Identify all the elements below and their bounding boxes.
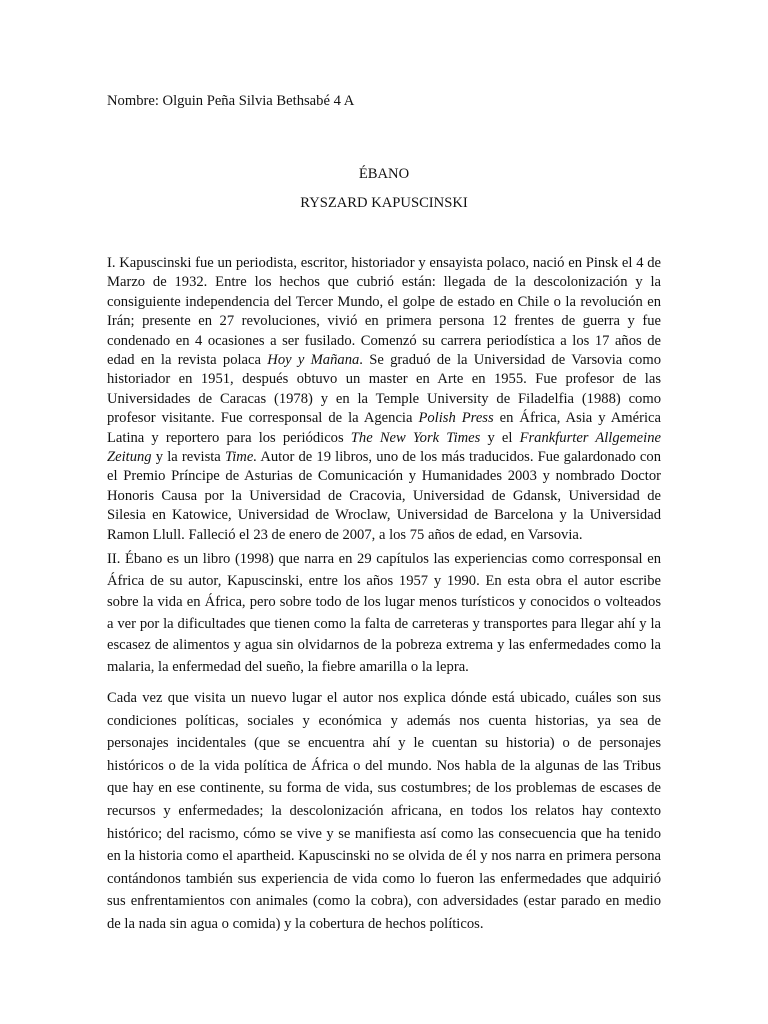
italic-magazine-title: Time. — [224, 449, 257, 466]
paragraph-biography — [107, 254, 661, 545]
paragraph-text-segment: I. Kapuscinski fue un periodista, escritor, historiador y ensayista polaco, nació en Pinsk el 4 de Marzo de 1932. Entre los hechos que cubrió están: llegada de la descolonización y la consiguiente independencia del Tercer Mundo, el golpe de estado en Chile o la revolución en Irán; presente en 27 revoluciones, vivió en primera persona 12 frentes de guerra y fue condenado en 4 ocasiones a ser fusilado. Comenzó su carrera periodística a los 17 años de edad en la revista polaca — [107, 255, 661, 369]
italic-newspaper-name: The New York Times — [350, 429, 481, 446]
paragraph-text-segment: en África, Asia y América Latina y reportero para los periódicos — [107, 410, 661, 446]
paragraph-book-details — [107, 687, 661, 936]
paragraph-text-segment: y la revista — [151, 449, 225, 466]
paragraph-text-segment: . Se graduó de la Universidad de Varsovia como historiador en 1951, después obtuvo un master en Arte en 1955. Fue profesor de las Universidades de Caracas (1978) y en la Temple University de Filadelfia (1988) como profesor visitante. Fue corresponsal de la Agencia — [107, 352, 662, 427]
student-name-line: Nombre: Olguin Peña Silvia Bethsabé 4 A — [107, 93, 355, 109]
document-title: ÉBANO — [358, 166, 410, 182]
italic-agency-name: Polish Press — [418, 410, 494, 427]
paragraph-text-segment: Autor de 19 libros, uno de los más traducidos. Fue galardonado con el Premio Príncipe de Asturias de Comunicación y Humanidades 2003 y nombrado Doctor Honoris Causa por la Universidad de Cracovia, Universidad de Gdansk, Universidad de Silesia en Katowice, Universidad de Wroclaw, Universidad de Barcelona y la Universidad Ramon Llull. Falleció el 23 de enero de 2007, a los 75 años de edad, en Varsovia. — [107, 449, 662, 543]
paragraph-text-segment: Cada vez que visita un nuevo lugar el autor nos explica dónde está ubicado, cuáles son sus condiciones políticas, sociales y económica y además nos cuenta historias, ya sea de personajes incidentales (que se encuentra ahí y le cuentan su historia) o de personajes históricos o de la vida política de África o del mundo. Nos habla de la algunas de las Tribus que hay en ese continente, su forma de vida, sus costumbres; de los problemas de escases de recursos y enfermedades; la descolonización africana, en todos los relatos hay contexto histórico; del racismo, cómo se vive y se manifiesta así como las consecuencia que ha tenido en la historia como el apartheid. Kapuscinski no se olvida de él y nos narra en primera persona contándonos también sus experiencia de vida como lo fueron las enfermedades que adquirió sus enfrentamientos con animales (como la cobra), con adversidades (estar parado en medio de la nada sin agua o comida) y la cobertura de hechos políticos. — [107, 690, 661, 932]
document-author: RYSZARD KAPUSCINSKI — [300, 195, 468, 211]
italic-newspaper-name: Frankfurter Allgemeine Zeitung — [107, 429, 661, 466]
italic-magazine-title: Hoy y Mañana — [267, 352, 360, 369]
paragraph-text-segment: II. Ébano es un libro (1998) que narra en 29 capítulos las experiencias como corresponsal en África de su autor, Kapuscinski, entre los años 1957 y 1990. En esta obra el autor escribe sobre la vida en África, pero sobre todo de los lugar menos turísticos y conocidos o volteados a ver por la dificultades que tienen como la falta de carreteras y transportes para llegar ahí y la escasez de alimentos y agua sin olvidarnos de la pobreza extrema y las enfermedades como la malaria, la enfermedad del sueño, la fiebre amarilla o la lepra. — [107, 551, 661, 675]
paragraph-text-segment: y el — [480, 429, 520, 446]
paragraph-book-summary — [107, 549, 661, 679]
